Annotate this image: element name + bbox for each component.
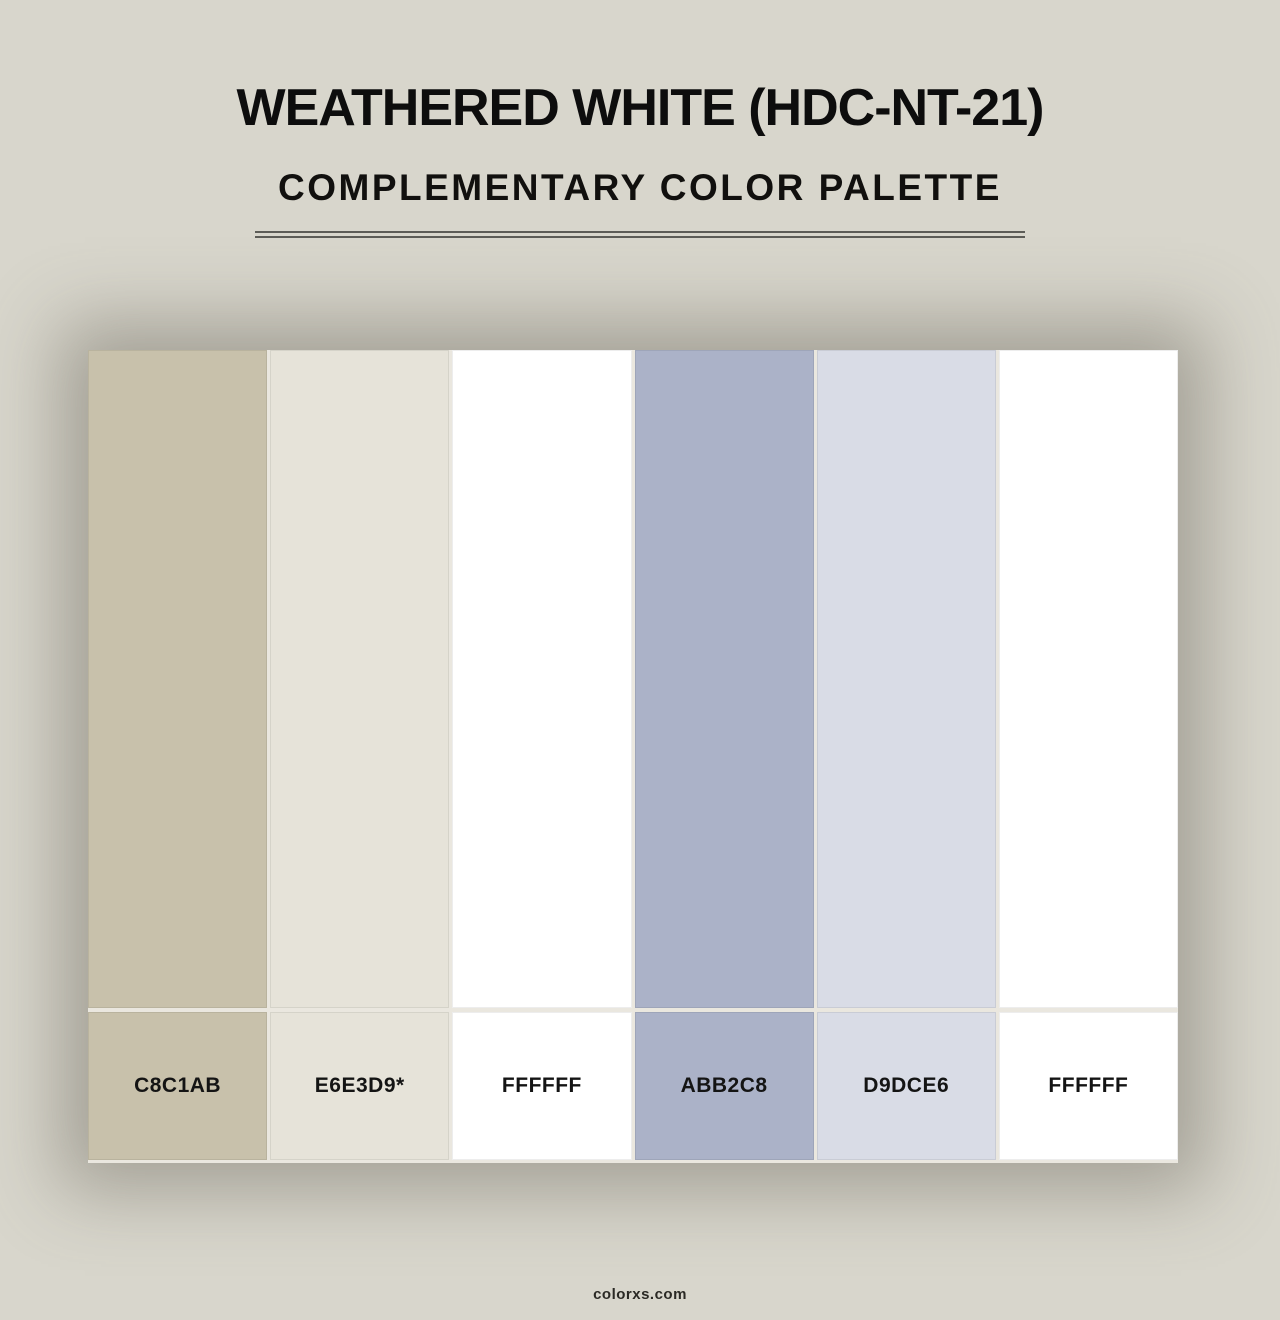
color-palette-grid — [88, 350, 1178, 1163]
color-swatch-label-cell[interactable] — [999, 1012, 1178, 1160]
page-subtitle: COMPLEMENTARY COLOR PALETTE — [278, 167, 1002, 208]
color-swatch[interactable] — [635, 350, 814, 1008]
color-swatch-label-cell[interactable] — [270, 1012, 449, 1160]
color-hex-label: E6E3D9* — [314, 1074, 405, 1097]
color-swatch-label-cell[interactable] — [817, 1012, 996, 1160]
color-hex-label: FFFFFF — [501, 1074, 582, 1097]
color-hex-label: FFFFFF — [1048, 1074, 1129, 1097]
color-swatch[interactable] — [999, 350, 1178, 1008]
color-hex-label: C8C1AB — [134, 1074, 222, 1097]
page-title: WEATHERED WHITE (HDC-NT-21) — [236, 79, 1044, 137]
color-hex-label: D9DCE6 — [863, 1074, 950, 1097]
title-divider — [255, 231, 1025, 238]
color-swatch[interactable] — [88, 350, 267, 1008]
color-hex-label: ABB2C8 — [680, 1074, 768, 1097]
color-swatch[interactable] — [270, 350, 449, 1008]
color-swatch[interactable] — [817, 350, 996, 1008]
color-swatch-label-cell[interactable] — [635, 1012, 814, 1160]
color-swatch[interactable] — [452, 350, 631, 1008]
site-credit: colorxs.com — [593, 1286, 687, 1303]
color-swatch-label-cell[interactable] — [88, 1012, 267, 1160]
color-swatch-label-cell[interactable] — [452, 1012, 631, 1160]
